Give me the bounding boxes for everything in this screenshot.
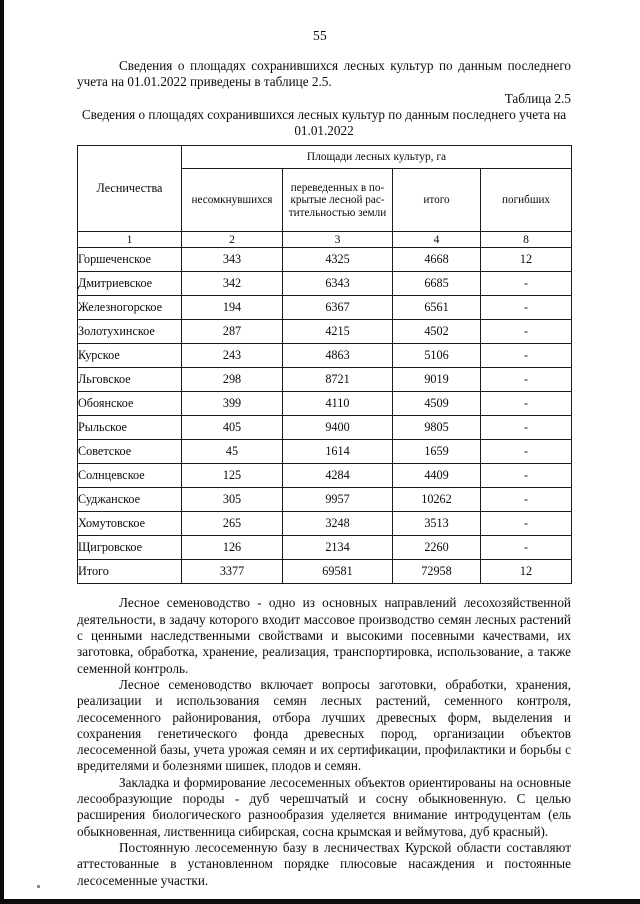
cell-forestry-name: Дмитриевское [78, 272, 182, 296]
cell-value: 3513 [393, 512, 481, 536]
table-row [78, 392, 572, 416]
colnum-3: 3 [283, 232, 393, 248]
header-stub: Лесничества [78, 146, 182, 232]
header-col-4: итого [393, 169, 481, 232]
cell-value: 4863 [283, 344, 393, 368]
cell-value: - [481, 488, 572, 512]
table-row [78, 368, 572, 392]
cell-value: 6561 [393, 296, 481, 320]
colnum-8: 8 [481, 232, 572, 248]
table-row [78, 344, 572, 368]
cell-value: 6343 [283, 272, 393, 296]
body-paragraph-1: Лесное семеноводство - одно из основных направлений лесохозяйственной деятельности, в задачу которого входит массовое производство семян лесных растений с ценными наследственными свойствами и высокими посевными качествами, их заготовка, обработка, хранение, реализация, транспортировка, использование, а также семенной контроль. [77, 595, 571, 676]
cell-value: 4110 [283, 392, 393, 416]
cell-value: 4284 [283, 464, 393, 488]
cell-value: - [481, 512, 572, 536]
page-content [77, 58, 571, 889]
cell-value: 12 [481, 560, 572, 584]
cell-value: 4325 [283, 248, 393, 272]
cell-value: - [481, 464, 572, 488]
cell-forestry-name: Щигровское [78, 536, 182, 560]
cell-value: 305 [182, 488, 283, 512]
cell-value: - [481, 440, 572, 464]
cell-forestry-name: Советское [78, 440, 182, 464]
cell-value: 6685 [393, 272, 481, 296]
cell-value: 1614 [283, 440, 393, 464]
cell-value: 4509 [393, 392, 481, 416]
body-paragraph-4: Постоянную лесосеменную базу в лесничествах Курской области составляют аттестованные в установленном порядке плюсовые насаждения и постоянные лесосеменные участки. [77, 839, 571, 888]
cell-value: 4409 [393, 464, 481, 488]
cell-value: 399 [182, 392, 283, 416]
cell-value: 243 [182, 344, 283, 368]
colnum-4: 4 [393, 232, 481, 248]
table-header-group-row [78, 146, 572, 169]
cell-value: 5106 [393, 344, 481, 368]
cell-value: - [481, 344, 572, 368]
cell-value: 298 [182, 368, 283, 392]
cell-value: 45 [182, 440, 283, 464]
cell-value: 126 [182, 536, 283, 560]
table-body [78, 248, 572, 584]
cell-value: - [481, 416, 572, 440]
table-row [78, 464, 572, 488]
body-text-block [77, 595, 571, 888]
table-row [78, 296, 572, 320]
header-col-8: погибших [481, 169, 572, 232]
cell-forestry-name: Итого [78, 560, 182, 584]
colnum-1: 1 [78, 232, 182, 248]
table-row [78, 248, 572, 272]
cell-value: - [481, 368, 572, 392]
cell-value: 8721 [283, 368, 393, 392]
cell-value: 287 [182, 320, 283, 344]
table-row [78, 560, 572, 584]
table-row [78, 512, 572, 536]
cell-value: 3248 [283, 512, 393, 536]
cell-value: 3377 [182, 560, 283, 584]
header-col-2: несомкнувшихся [182, 169, 283, 232]
cell-forestry-name: Обоянское [78, 392, 182, 416]
cell-value: 9019 [393, 368, 481, 392]
cell-forestry-name: Железногорское [78, 296, 182, 320]
cell-value: 12 [481, 248, 572, 272]
cell-value: 405 [182, 416, 283, 440]
cell-forestry-name: Солнцевское [78, 464, 182, 488]
cell-value: 125 [182, 464, 283, 488]
cell-value: 72958 [393, 560, 481, 584]
cell-value: 265 [182, 512, 283, 536]
cell-value: - [481, 536, 572, 560]
table-label: Таблица 2.5 [504, 90, 571, 106]
cell-value: 2260 [393, 536, 481, 560]
cell-value: 69581 [283, 560, 393, 584]
colnum-2: 2 [182, 232, 283, 248]
cell-value: 10262 [393, 488, 481, 512]
page-number: 55 [312, 28, 328, 43]
intro-paragraph: Сведения о площадях сохранившихся лесных культур по данным последнего учета на 01.01.2022 приведены в таблице 2.5. [77, 58, 571, 90]
cell-forestry-name: Льговское [78, 368, 182, 392]
table-column-number-row [78, 232, 572, 248]
cell-forestry-name: Горшеченское [78, 248, 182, 272]
body-paragraph-3: Закладка и формирование лесосеменных объектов ориентированы на основные лесообразующие породы - дуб черешчатый и сосну обыкновенную. С целью расширения биологического разнообразия уделяется внимание интродуцентам (ель обыкновенная, лиственница сибирская, сосна крымская и веймутова, дуб красный). [77, 774, 571, 839]
forest-cultures-table [77, 145, 572, 584]
header-col-3: переведенных в по-крытые лесной рас-тительностью земли [283, 169, 393, 232]
cell-forestry-name: Суджанское [78, 488, 182, 512]
cell-value: 343 [182, 248, 283, 272]
table-head [78, 146, 572, 248]
cell-value: - [481, 296, 572, 320]
cell-value: 4502 [393, 320, 481, 344]
cell-value: - [481, 272, 572, 296]
cell-forestry-name: Хомутовское [78, 512, 182, 536]
cell-value: 2134 [283, 536, 393, 560]
cell-value: 1659 [393, 440, 481, 464]
cell-value: 4668 [393, 248, 481, 272]
cell-forestry-name: Курское [78, 344, 182, 368]
cell-value: 4215 [283, 320, 393, 344]
table-row [78, 272, 572, 296]
table-caption: Сведения о площадях сохранившихся лесных культур по данным последнего учета на 01.01.2022 [81, 106, 567, 139]
table-row [78, 440, 572, 464]
body-paragraph-2: Лесное семеноводство включает вопросы заготовки, обработки, хранения, реализации и использования семян лесных растений, семенного контроля, лесосеменного районирования, отбора лучших древесных форм, выделения и сохранения генетического фонда древесных пород, организации объектов лесосеменной базы, учета урожая семян и их сертификации, профилактики и борьбы с вредителями и болезнями шишек, плодов и семян. [77, 676, 571, 774]
cell-value: - [481, 392, 572, 416]
table-row [78, 416, 572, 440]
cell-value: 9957 [283, 488, 393, 512]
table-row [78, 320, 572, 344]
cell-value: 6367 [283, 296, 393, 320]
cell-value: 9400 [283, 416, 393, 440]
cell-forestry-name: Рыльское [78, 416, 182, 440]
cell-value: 342 [182, 272, 283, 296]
table-row [78, 536, 572, 560]
cell-value: 9805 [393, 416, 481, 440]
header-group: Площади лесных культур, га [182, 146, 572, 169]
cell-value: - [481, 320, 572, 344]
cell-forestry-name: Золотухинское [78, 320, 182, 344]
table-row [78, 488, 572, 512]
cell-value: 194 [182, 296, 283, 320]
